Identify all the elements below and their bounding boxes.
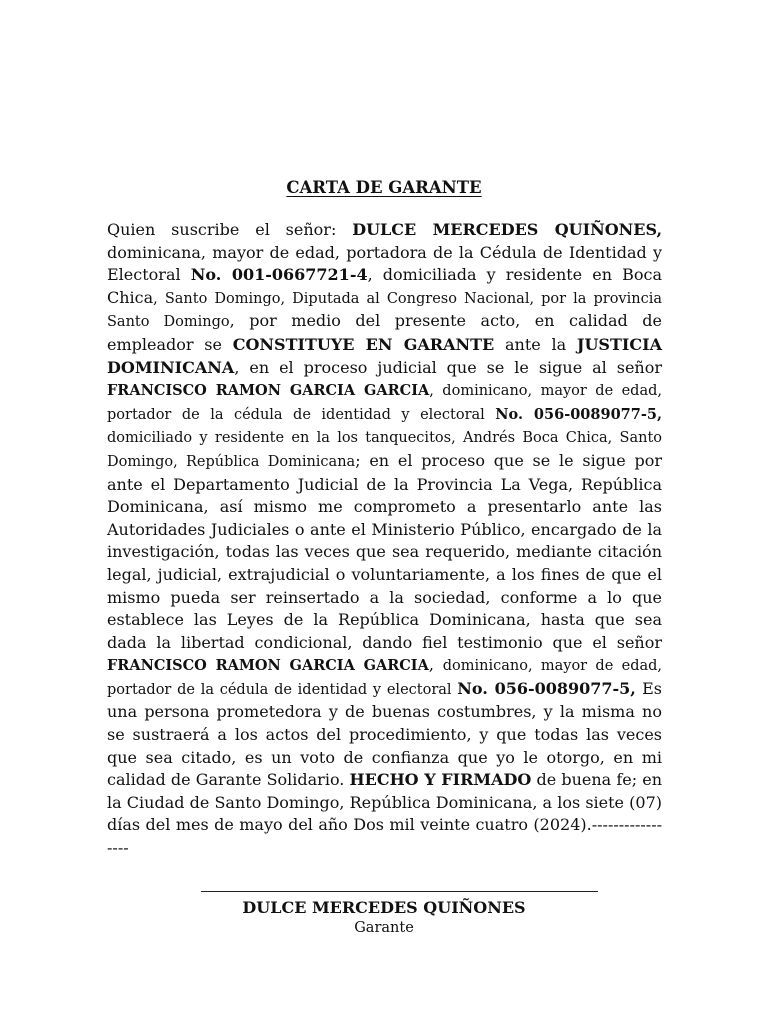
text-run: dominicano, mayor de edad, portador de la cédula de identidad y electoral (107, 658, 663, 698)
defendant-id-number: No. 056-0089077-5, (457, 678, 636, 698)
text-run: ante la (494, 334, 577, 354)
defendant-id-number: No. 056-0089077-5, (495, 405, 662, 423)
constitutes-guarantor-phrase: CONSTITUYE EN GARANTE (232, 334, 495, 354)
text-run: domiciliado y residente en la los tanquecitos, Andrés Boca Chica, Santo Domingo, República Dominicana (107, 430, 662, 470)
signature-line (201, 891, 598, 892)
text-run: , por medio del presente acto, en calidad de empleador se (107, 311, 663, 354)
text-run: , en el proceso judicial que se le sigue al señor (234, 357, 662, 377)
document-title: CARTA DE GARANTE (286, 178, 482, 197)
text-run: ; en el proceso que se le sigue por ante el Departamento Judicial de la Provincia La Vega, República Dominicana, así mismo me comprometo a presentarlo ante las Autoridades Judiciales o ante el Ministerio Público, encargado de la investigación, todas las veces que sea requerido, mediante citación legal, judicial, extrajudicial o voluntariamente, a los fines de que el mismo pueda ser reinsertado a la sociedad, conforme a lo que establece las Leyes de la República Dominicana, hasta que sea dada la libertad condicional, dando fiel testimonio que el señor (107, 450, 662, 652)
text-run: , (428, 655, 443, 675)
signed-phrase: HECHO Y FIRMADO (349, 770, 532, 790)
text-run: Quien suscribe el señor: (107, 220, 353, 239)
signatory-name: DULCE MERCEDES QUIÑONES (242, 898, 526, 917)
text-run: de buena fe; en la Ciudad de Santo Domingo, República Dominicana, a los siete (07) días del mes de mayo del año Dos mil veinte cuatro (2024).----------------- (107, 770, 663, 858)
text-run: , Santo Domingo, Diputada al Congreso Nacional, por la provincia Santo Domingo (107, 290, 662, 331)
letter-body (107, 219, 662, 860)
text-run: , domiciliada y residente en Boca Chica (107, 265, 662, 307)
text-run: , dominicano, mayor de edad, portador de la cédula de identidad y electoral (107, 383, 662, 423)
text-run: Es una persona prometedora y de buenas costumbres, y la misma no se sustraerá a los actos del procedimiento, y que todas las veces que sea citado, es un voto de confianza que yo le otorgo, en mi calidad de Garante Solidario. (107, 678, 662, 790)
guarantor-name: DULCE MERCEDES QUIÑONES, (352, 220, 663, 239)
text-run: dominicana, mayor de edad, portadora de la Cédula de Identidad y Electoral (107, 242, 662, 285)
defendant-name: FRANCISCO RAMON GARCIA GARCIA (107, 382, 430, 400)
guarantor-id-number: No. 001-0667721-4 (190, 265, 368, 285)
defendant-name: FRANCISCO RAMON GARCIA GARCIA (107, 657, 429, 675)
signatory-role: Garante (354, 920, 414, 936)
justice-phrase: JUSTICIA DOMINICANA (107, 334, 663, 377)
